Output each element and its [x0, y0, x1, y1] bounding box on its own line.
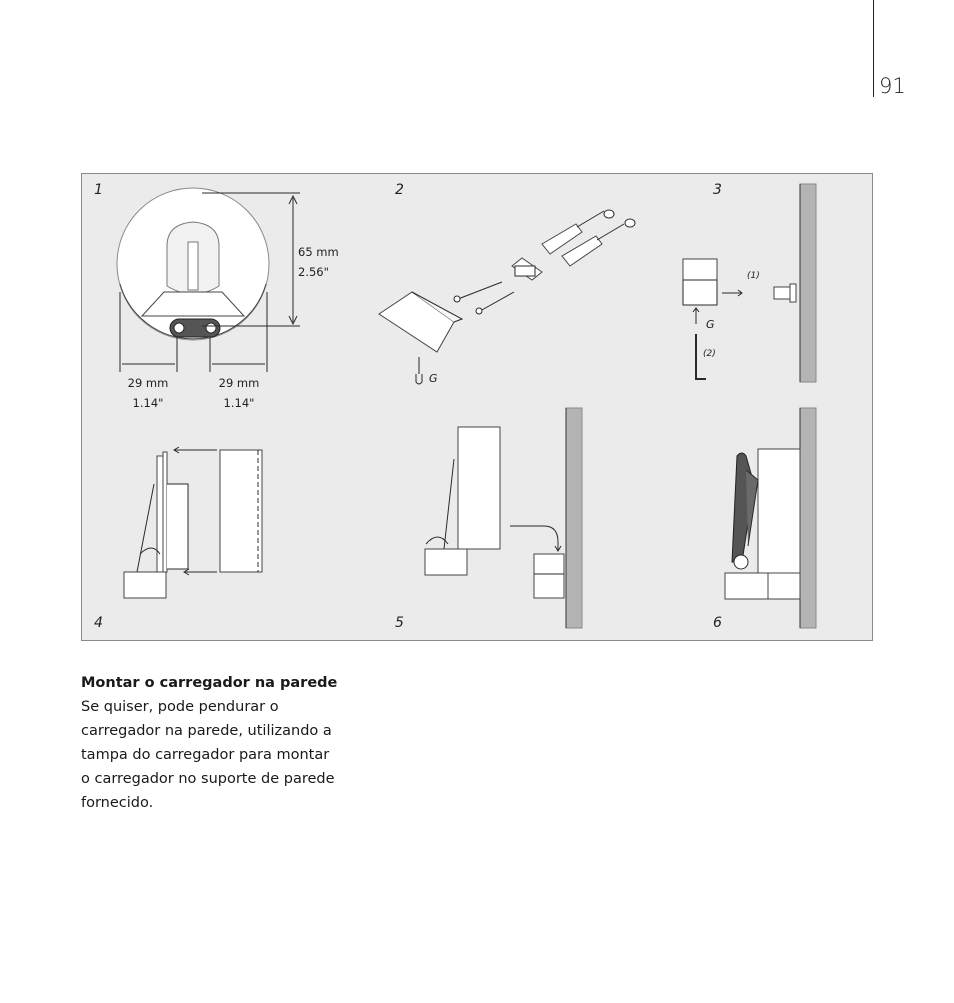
section-heading: Montar o carregador na parede	[81, 675, 338, 691]
body-line-2: carregador na parede, utilizando a	[81, 723, 332, 739]
right-dimension-label	[212, 373, 266, 413]
step2-parts	[379, 210, 635, 384]
left-mm: 29 mm	[127, 376, 169, 390]
height-mm: 65 mm	[298, 245, 339, 259]
step-number-1: 1	[94, 182, 103, 198]
step-number-6: 6	[713, 615, 722, 631]
height-dimension-label	[298, 242, 339, 282]
callout-2: (2)	[703, 349, 716, 359]
step-number-3: 3	[713, 182, 722, 198]
step4-side-view	[124, 447, 262, 598]
instructions-section	[81, 671, 371, 815]
callout-1: (1)	[747, 271, 760, 281]
step6-side-view	[725, 408, 816, 628]
installation-illustration	[82, 174, 872, 640]
body-line-1: Se quiser, pode pendurar o	[81, 699, 279, 715]
installation-figure	[81, 173, 873, 641]
left-in: 1.14"	[132, 396, 164, 410]
label-g-step3: G	[706, 318, 715, 331]
page-number: 91	[879, 74, 906, 98]
right-mm: 29 mm	[218, 376, 260, 390]
step1-charger-front	[117, 188, 300, 372]
step-number-5: 5	[395, 615, 404, 631]
left-dimension-label	[122, 373, 174, 413]
label-g-step2: G	[429, 372, 438, 385]
body-line-4: o carregador no suporte de parede	[81, 771, 335, 787]
header-rule	[873, 0, 874, 97]
body-line-5: fornecido.	[81, 795, 154, 811]
right-in: 1.14"	[223, 396, 255, 410]
height-in: 2.56"	[298, 265, 329, 279]
step5-side-view	[425, 408, 582, 628]
step-number-4: 4	[94, 615, 103, 631]
step-number-2: 2	[395, 182, 404, 198]
body-line-3: tampa do carregador para montar	[81, 747, 330, 763]
